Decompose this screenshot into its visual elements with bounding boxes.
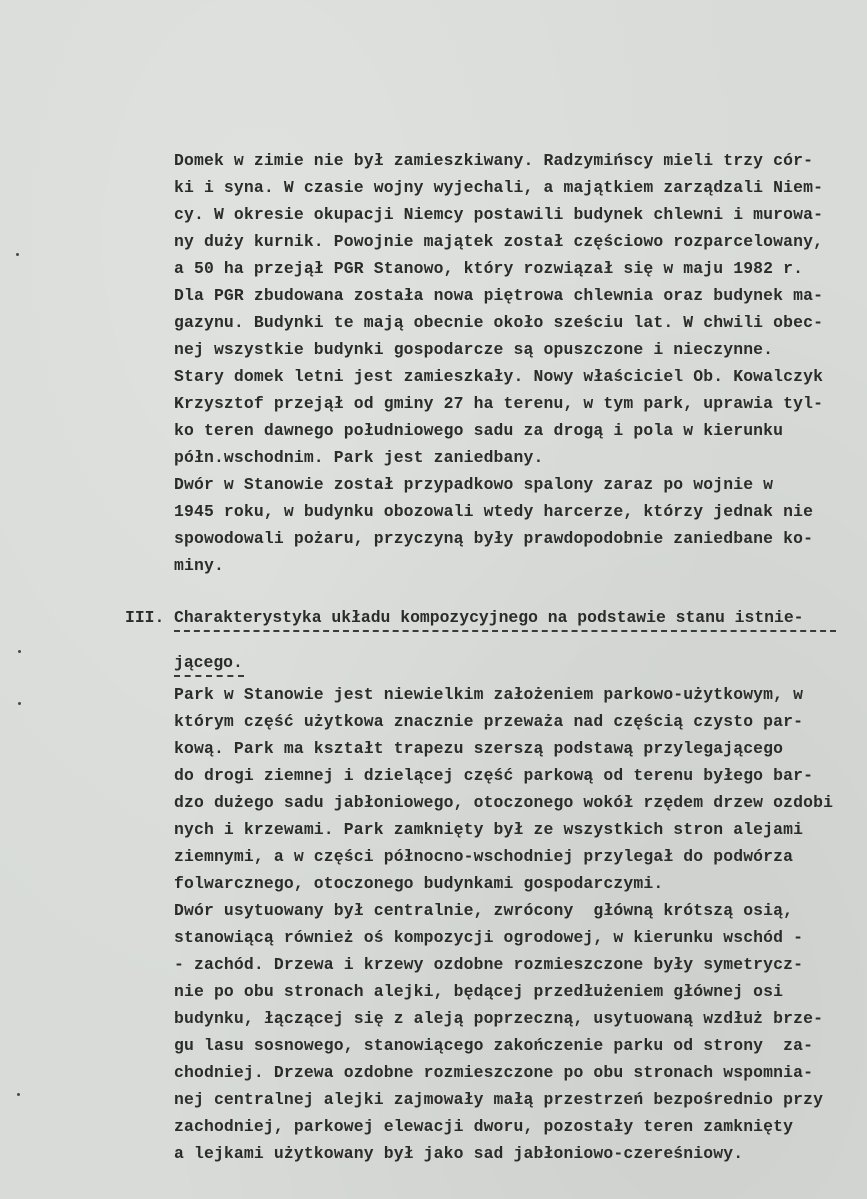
text-line: Park w Stanowie jest niewielkim założeniem parkowo-użytkowym, w (174, 685, 804, 704)
title-underline (174, 675, 244, 677)
section-title-line-1: Charakterystyka układu kompozycyjnego na podstawie stanu istnie- (174, 608, 804, 627)
text-line: chodniej. Drzewa ozdobne rozmieszczone po obu stronach wspomnia- (174, 1063, 814, 1082)
text-line: nej centralnej alejki zajmowały małą przestrzeń bezpośrednio przy (174, 1090, 824, 1109)
text-line: Stary domek letni jest zamieszkały. Nowy właściciel Ob. Kowalczyk (174, 367, 824, 386)
text-line: kową. Park ma kształt trapezu szerszą podstawą przylegającego (174, 739, 784, 758)
text-line: do drogi ziemnej i dzielącej część parkową od terenu byłego bar- (174, 766, 814, 785)
scan-speck (17, 1093, 20, 1096)
text-line: gazynu. Budynki te mają obecnie około sześciu lat. W chwili obec- (174, 313, 824, 332)
text-line: folwarcznego, otoczonego budynkami gospodarczymi. (174, 874, 664, 893)
text-line: zachodniej, parkowej elewacji dworu, pozostały teren zamknięty (174, 1117, 794, 1136)
text-line: półn.wschodnim. Park jest zaniedbany. (174, 448, 544, 467)
text-line: cy. W okresie okupacji Niemcy postawili budynek chlewni i murowa- (174, 205, 824, 224)
text-line: ziemnymi, a w części północno-wschodniej przylegał do podwórza (174, 847, 794, 866)
text-line: Domek w zimie nie był zamieszkiwany. Radzymińscy mieli trzy cór- (174, 151, 814, 170)
text-line: nie po obu stronach alejki, będącej przedłużeniem głównej osi (174, 982, 784, 1001)
text-line: ny duży kurnik. Powojnie majątek został częściowo rozparcelowany, (174, 232, 824, 251)
section-number: III. (125, 608, 165, 627)
text-line: a 50 ha przejął PGR Stanowo, który rozwiązał się w maju 1982 r. (174, 259, 804, 278)
text-line: ki i syna. W czasie wojny wyjechali, a majątkiem zarządzali Niem- (174, 178, 824, 197)
text-line: spowodowali pożaru, przyczyną były prawdopodobnie zaniedbane ko- (174, 529, 814, 548)
text-line: stanowiącą również oś kompozycji ogrodowej, w kierunku wschód - (174, 928, 804, 947)
text-line: Krzysztof przejął od gminy 27 ha terenu, w tym park, uprawia tyl- (174, 394, 824, 413)
text-line: ko teren dawnego południowego sadu za drogą i pola w kierunku (174, 421, 784, 440)
text-line: a lejkami użytkowany był jako sad jabłoniowo-czereśniowy. (174, 1144, 744, 1163)
scan-speck (18, 650, 21, 653)
scan-speck (16, 253, 19, 256)
text-line: gu lasu sosnowego, stanowiącego zakończenie parku od strony za- (174, 1036, 814, 1055)
text-line: Dwór w Stanowie został przypadkowo spalony zaraz po wojnie w (174, 475, 774, 494)
text-line: - zachód. Drzewa i krzewy ozdobne rozmieszczone były symetrycz- (174, 955, 804, 974)
text-line: nych i krzewami. Park zamknięty był ze wszystkich stron alejami (174, 820, 804, 839)
text-line: budynku, łączącej się z aleją poprzeczną, usytuowaną wzdłuż brze- (174, 1009, 824, 1028)
text-line: Dwór usytuowany był centralnie, zwrócony główną krótszą osią, (174, 901, 794, 920)
title-underline (174, 630, 836, 632)
text-line: 1945 roku, w budynku obozowali wtedy harcerze, którzy jednak nie (174, 502, 814, 521)
text-line: dzo dużego sadu jabłoniowego, otoczonego wokół rzędem drzew ozdobi (174, 793, 834, 812)
text-line: Dla PGR zbudowana została nowa piętrowa chlewnia oraz budynek ma- (174, 286, 824, 305)
text-line: którym część użytkowa znacznie przeważa nad częścią czysto par- (174, 712, 804, 731)
text-line: miny. (174, 556, 224, 575)
text-line: nej wszystkie budynki gospodarcze są opuszczone i nieczynne. (174, 340, 774, 359)
scan-speck (18, 702, 21, 705)
section-title-line-2: jącego. (174, 653, 243, 672)
